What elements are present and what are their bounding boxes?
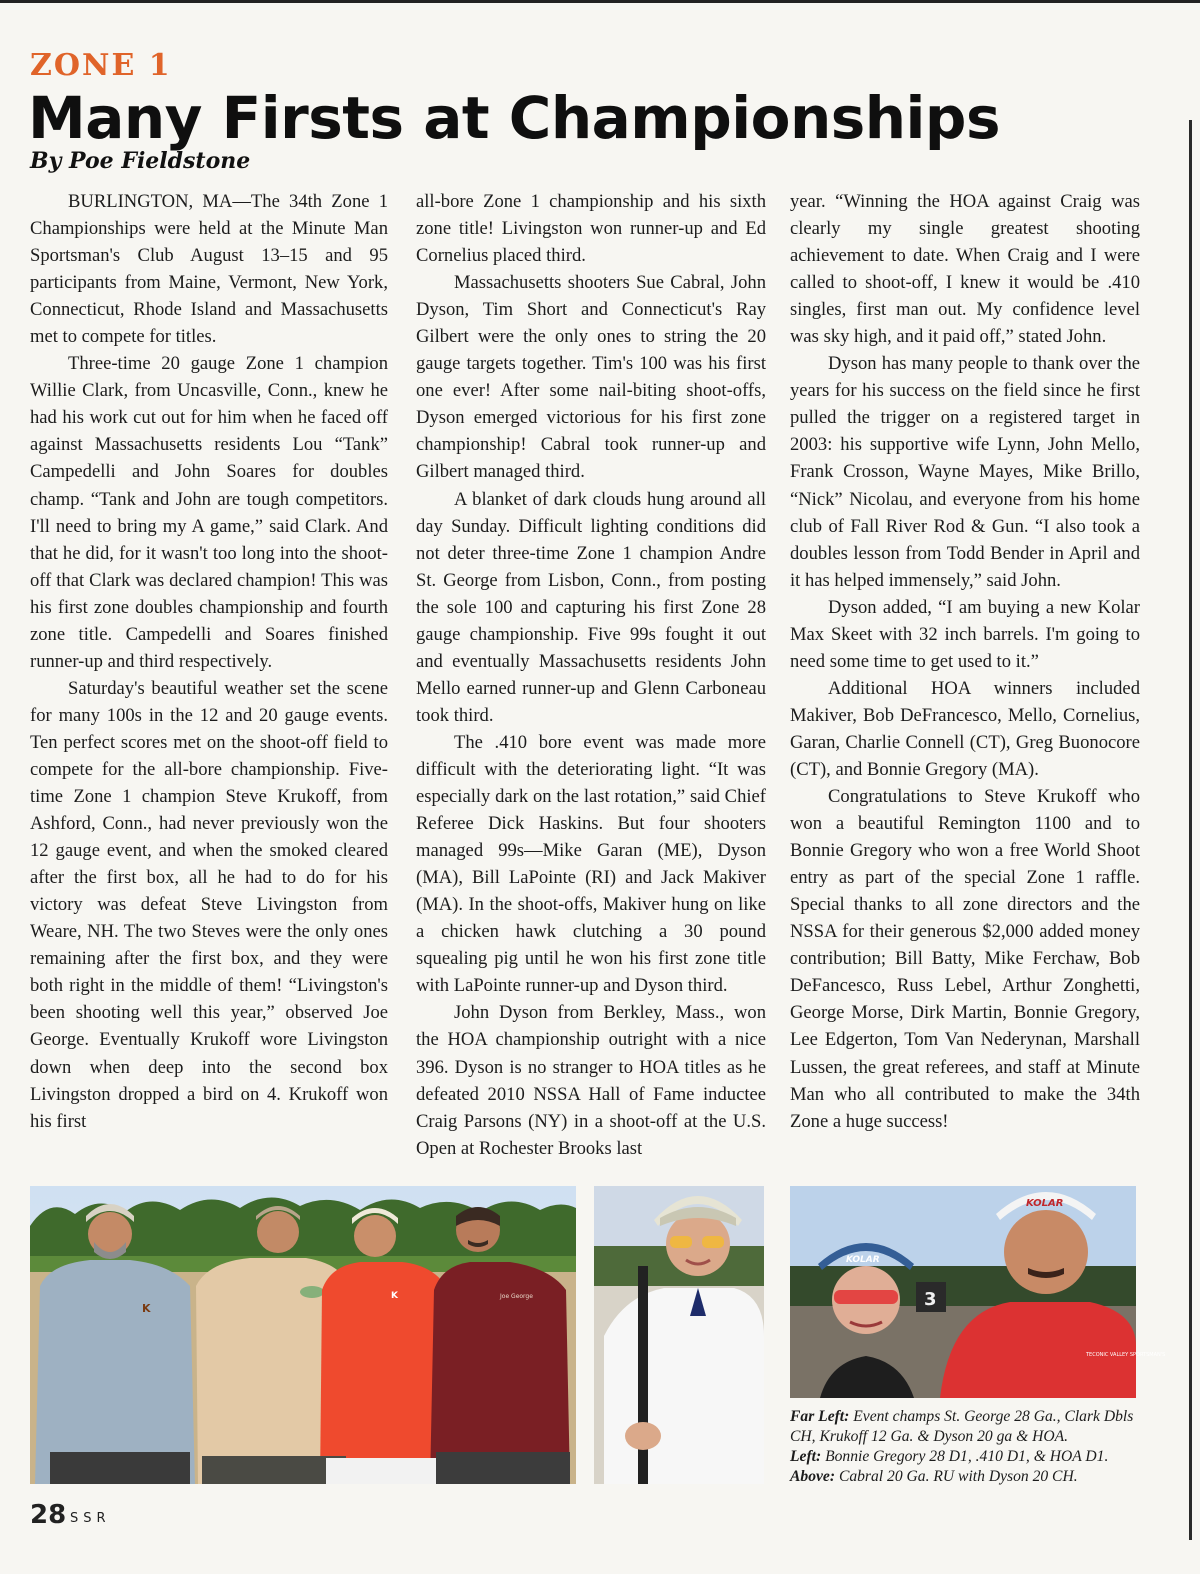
photo-cabral-dyson [790, 1186, 1166, 1398]
paragraph: Additional HOA winners included Makiver, Bob DeFrancesco, Mello, Cornelius, Garan, Charlie Connell (CT), Greg Buonocore (CT), and Bonnie Gregory (MA). [790, 677, 1140, 780]
paragraph: Saturday's beautiful weather set the scene for many 100s in the 12 and 20 gauge events. Ten perfect scores met on the shoot-off field to compete for the all-bore championship. Five-time Zone 1 champion Steve Krukoff, from Ashford, Conn., had never previously won the 12 gauge event, and when the smoked cleared after the first box, all he had to do for his victory was defeat Steve Livingston from Weare, NH. The two Steves were the only ones remaining after the first box, and they were both right in the middle of them! “Livingston's been shooting well this year,” observed Joe George. Eventually Krukoff wore Livingston down when deep into the second box Livingston dropped a bird on 4. Krukoff won his first [30, 677, 388, 1132]
station-number: 3 [924, 1289, 937, 1310]
photo-caption [790, 1407, 1140, 1487]
article-headline: Many Firsts at Championships [28, 84, 1000, 152]
paragraph: A blanket of dark clouds hung around all day Sunday. Difficult lighting conditions did not deter three-time Zone 1 champion Andre St. George from Lisbon, Conn., from posting the sole 100 and capturing his first Zone 28 gauge championship. Five 99s fought it out and eventually Massachusetts residents John Mello earned runner-up and Glenn Carboneau took third. [416, 488, 766, 726]
article-column-3 [790, 188, 1140, 1135]
caption-above [790, 1467, 1140, 1487]
caption-label: Left: [790, 1448, 822, 1465]
shirt-text: Joe George [500, 1293, 533, 1300]
caption-label: Above: [790, 1468, 836, 1485]
paragraph: Dyson added, “I am buying a new Kolar Max Skeet with 32 inch barrels. I'm going to need some time to get used to it.” [790, 596, 1140, 672]
photo-bonnie-gregory [594, 1186, 764, 1484]
paragraph: Massachusetts shooters Sue Cabral, John Dyson, Tim Short and Connecticut's Ray Gilbert were the only ones to string the 20 gauge targets together. Tim's 100 was his first one ever! After some nail-biting shoot-offs, Dyson emerged victorious for his first zone championship! Cabral took runner-up and Gilbert managed third. [416, 272, 766, 483]
paragraph: year. “Winning the HOA against Craig was clearly my single greatest shooting achievement to date. When Craig and I were called to shoot-off, I knew it would be .410 singles, first man out. My confidence level was sky high, and it paid off,” stated John. [790, 191, 1140, 348]
magazine-name: SSR [70, 1511, 111, 1526]
paragraph: Congratulations to Steve Krukoff who won a beautiful Remington 1100 and to Bonnie Gregory who won a free World Shoot entry as part of the special Zone 1 raffle. Special thanks to all zone directors and the NSSA for their generous $2,000 added money contribution; Bill Batty, Mike Ferchaw, Bob DeFancesco, Russ Lebel, Arthur Zonghetti, George Morse, Dirk Martin, Bonnie Gregory, Lee Edgerton, Tom Van Nederynan, Marshall Lussen, the great referees, and staff at Minute Man who all contributed to make the 34th Zone a huge success! [790, 786, 1140, 1132]
photo-bonnie-gregory-image [594, 1186, 764, 1484]
shirt-text: TECONIC VALLEY SPORTSMAN'S [1086, 1352, 1166, 1358]
section-label: ZONE 1 [30, 48, 172, 83]
page-number: 28 [30, 1500, 67, 1530]
paragraph: Three-time 20 gauge Zone 1 champion Willie Clark, from Uncasville, Conn., knew he had his work cut out for him when he faced off against Massachusetts residents Lou “Tank” Campedelli and John Soares for doubles champ. “Tank and John are tough competitors. I'll need to bring my A game,” said Clark. And that he did, for it wasn't too long into the shoot-off that Clark was declared champion! This was his first zone doubles championship and fourth zone title. Campedelli and Soares finished runner-up and third respectively. [30, 353, 388, 672]
caption-text: Cabral 20 Ga. RU with Dyson 20 CH. [838, 1468, 1078, 1485]
article-column-2 [416, 188, 766, 1162]
caption-label: Far Left: [790, 1408, 850, 1425]
caption-text: Bonnie Gregory 28 D1, .410 D1, & HOA D1. [825, 1448, 1109, 1465]
paragraph: all-bore Zone 1 championship and his sixth zone title! Livingston won runner-up and Ed Cornelius placed third. [416, 191, 766, 267]
paragraph: The .410 bore event was made more difficult with the deteriorating light. “It was especially dark on the last rotation,” said Chief Referee Dick Haskins. But four shooters managed 99s—Mike Garan (ME), Dyson (MA), Bill LaPointe (RI) and Jack Makiver (MA). In the shoot-offs, Makiver hung on like a chicken hawk clutching a 30 pound squealing pig until he won his first zone title with LaPointe runner-up and Dyson third. [416, 731, 766, 997]
top-rule [0, 0, 1200, 3]
caption-left [790, 1447, 1140, 1467]
page-binding-edge [1189, 120, 1192, 1540]
shirt-logo-k: K [142, 1302, 151, 1315]
cap-logo: KOLAR [846, 1255, 880, 1265]
shirt-logo-k: K [391, 1291, 398, 1301]
article-column-1 [30, 188, 388, 1135]
paragraph: BURLINGTON, MA—The 34th Zone 1 Championships were held at the Minute Man Sportsman's Club August 13–15 and 95 participants from Maine, Vermont, New York, Connecticut, Rhode Island and Massachusetts met to compete for titles. [30, 191, 388, 348]
cap-logo: KOLAR [1026, 1198, 1064, 1209]
paragraph: John Dyson from Berkley, Mass., won the HOA championship outright with a nice 396. Dyson is no stranger to HOA titles as he defeated 2010 NSSA Hall of Fame inductee Craig Parsons (NY) in a shoot-off at the U.S. Open at Rochester Brooks last [416, 1002, 766, 1159]
caption-text: Event champs St. George 28 Ga., Clark Dbls CH, Krukoff 12 Ga. & Dyson 20 ga & HOA. [790, 1408, 1134, 1445]
photo-event-champions [30, 1186, 576, 1484]
photo-event-champions-image [30, 1186, 576, 1484]
article-byline: By Poe Fieldstone [30, 148, 251, 174]
caption-far-left [790, 1407, 1140, 1447]
paragraph: Dyson has many people to thank over the years for his success on the field since he first pulled the trigger on a registered target in 2003: his supportive wife Lynn, John Mello, Frank Crosson, Wayne Mayes, Mike Brillo, “Nick” Nicolau, and everyone from his home club of Fall River Rod & Gun. “I also took a doubles lesson from Todd Bender in April and it has helped immensely,” said John. [790, 353, 1140, 591]
photo-cabral-dyson-image [790, 1186, 1166, 1398]
